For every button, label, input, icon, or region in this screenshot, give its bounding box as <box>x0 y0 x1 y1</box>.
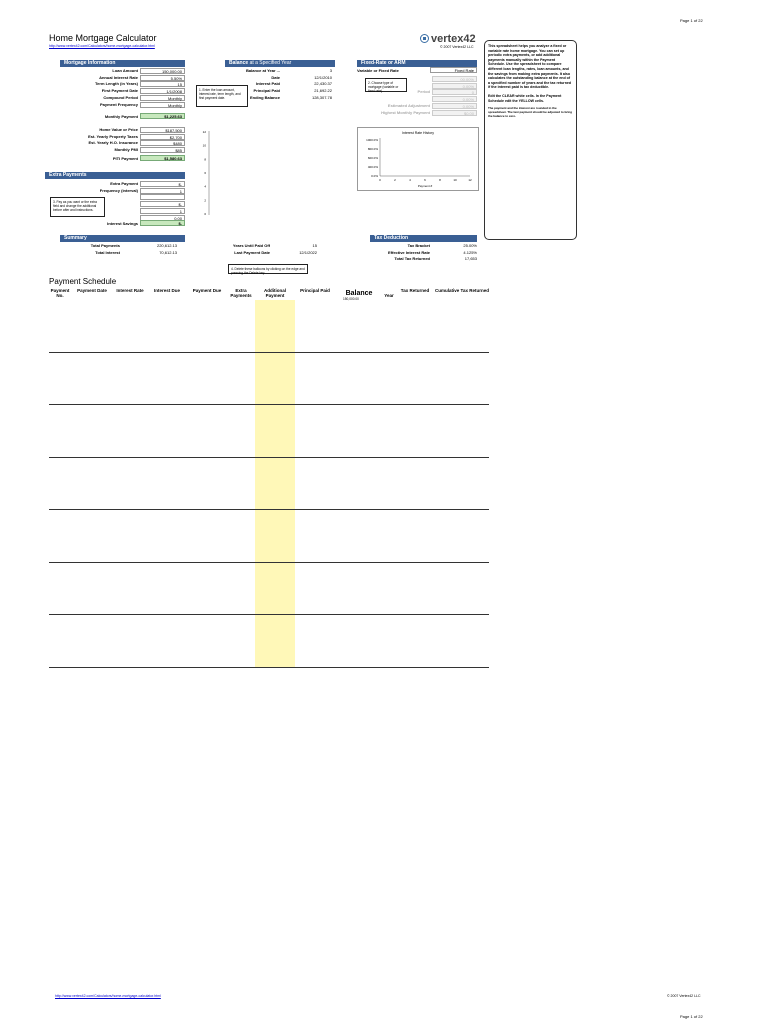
extra-payments-header: Extra Payments <box>45 172 185 179</box>
page-title: Home Mortgage Calculator <box>49 33 157 43</box>
summary-field-value: 220,612.13 <box>156 243 177 248</box>
payment-schedule-table <box>49 300 489 668</box>
schedule-header: Additional Payment <box>264 288 286 298</box>
summary-field-value: 70,612.13 <box>159 249 177 255</box>
mortgage-field-label: First Payment Date <box>101 88 138 94</box>
schedule-header: Year <box>384 293 394 298</box>
home-field-value[interactable]: $2,700 <box>140 134 185 140</box>
vertex42-logo <box>420 33 476 45</box>
interest-rate-xtick: 4 <box>409 178 411 182</box>
home-field-value[interactable]: $187,500 <box>140 127 185 133</box>
balance-header-suffix: at a Specified Year <box>249 60 292 66</box>
interest-rate-ytick: 1000.0% <box>366 138 378 142</box>
home-field-label: Monthly PMI <box>114 147 138 153</box>
interest-rate-ytick: 800.0% <box>367 147 378 151</box>
home-field-value[interactable]: $85 <box>140 147 185 153</box>
extra-field-value[interactable] <box>140 194 185 200</box>
interest-rate-xtick: 8 <box>439 178 441 182</box>
interest-savings-label: Interest Savings <box>107 221 138 226</box>
balance-field-value: 12/1/2010 <box>314 74 332 80</box>
interest-rate-chart-title: Interest Rate History <box>402 131 434 135</box>
extra-field-value[interactable]: 0.00 <box>140 215 185 221</box>
mortgage-field-label: Payment Frequency <box>99 101 138 107</box>
interest-rate-ytick: 400.0% <box>367 165 378 169</box>
interest-rate-xtick: 10 <box>453 178 457 182</box>
interest-rate-ytick: 0.0% <box>371 174 378 178</box>
home-field-label: Est. Yearly Property Taxes <box>88 133 138 139</box>
schedule-cell[interactable] <box>227 663 255 668</box>
interest-rate-xtick: 12 <box>468 178 472 182</box>
note-loan-balloon[interactable]: 1. Enter the loan amount, interest rate, term length, and first payment date. <box>196 85 248 107</box>
mortgage-info-header: Mortgage Information <box>60 60 185 67</box>
balance-field-value: 21,692.22 <box>314 88 332 94</box>
schedule-cell <box>113 663 147 668</box>
summary-field-label: Last Payment Date <box>234 249 270 255</box>
balance-chart-yticks <box>203 130 207 216</box>
summary-field-label: Total Interest <box>95 249 120 255</box>
balance-field-label: Principal Paid <box>253 88 280 94</box>
summary-field-label: Total Payments <box>90 243 120 248</box>
sidebar-paragraph-3: The payment and the interest are rounded in the spreadsheet. The last payment should be adjusted to bring the balance to zero. <box>488 106 573 118</box>
extra-field-label: Extra Payment <box>110 181 138 186</box>
interest-rate-xtick: 0 <box>379 178 381 182</box>
arm-field-label: Highest Monthly Payment <box>381 109 430 115</box>
schedule-header: Cumulative Tax Returned <box>435 288 489 293</box>
source-link-bottom[interactable]: http://www.vertex42.com/Calculators/home-mortgage-calculator.html <box>55 994 161 998</box>
note-arm-balloon[interactable]: 2. Choose type of mortgage (variable or fixed rate). <box>365 78 407 92</box>
home-field-label: Home Value or Price <box>99 127 138 132</box>
balance-field-value: 22,430.37 <box>314 81 332 87</box>
schedule-cell <box>395 663 435 668</box>
interest-rate-yticks <box>366 138 378 178</box>
balance-chart <box>195 127 345 221</box>
mortgage-field-value[interactable]: 5.50% <box>140 75 185 81</box>
balance-header-title: Balance <box>229 60 249 66</box>
mortgage-field-label: Term Length (in Years) <box>95 81 138 87</box>
balance-chart-ytick: 0 <box>204 212 206 216</box>
arm-field-value[interactable]: 0.00% <box>432 96 477 102</box>
arm-field-value[interactable]: 0.00% <box>432 103 477 109</box>
schedule-header: Payment Due <box>192 288 222 293</box>
initial-balance: 150,000.00 <box>343 297 359 301</box>
home-field-value[interactable]: $480 <box>140 140 185 146</box>
tax-field-label: Tax Bracket <box>407 243 430 248</box>
page-number-bottom: Page 1 of 22 <box>680 1014 703 1019</box>
interest-savings-value: $- <box>140 220 185 226</box>
arm-field-label: Period <box>417 89 430 95</box>
schedule-cell <box>383 663 395 668</box>
home-field-label: Est. Yearly H.O. Insurance <box>88 140 138 146</box>
balance-chart-ytick: 10 <box>202 143 206 148</box>
interest-rate-chart <box>357 127 479 191</box>
summary-field-value: 15 <box>312 243 317 248</box>
balance-field-label: Balance at Year ... <box>246 68 280 73</box>
schedule-cell <box>49 663 71 668</box>
balance-chart-ytick: 4 <box>204 184 206 189</box>
schedule-cell <box>71 663 113 668</box>
monthly-payment-label: Monthly Payment <box>104 114 138 119</box>
extra-field-value[interactable]: 1 <box>140 208 185 214</box>
logo-circle-icon <box>420 34 429 43</box>
mortgage-field-label: Annual Interest Rate <box>99 74 138 80</box>
schedule-header: Tax Returned <box>400 288 430 293</box>
balance-chart-ytick: 12 <box>202 130 206 134</box>
schedule-cell <box>295 663 335 668</box>
sidebar-paragraph-1: This spreadsheet helps you analyze a fixed or variable rate home mortgage. You can set up periodic extra payments, or add additional payments manually within the Payment Schedule. Use the spreadsheet to compare different loan lengths, rates, loan amounts, and the savings from making extra payments. It also calculates the outstanding balance at the end of a specified number of years and the tax returned if the interest paid is tax deductible. <box>488 44 572 90</box>
note-extra-balloon[interactable]: 3. Pay as you want or the extra field and change the additional before after and instructions. <box>50 197 105 217</box>
balance-header <box>225 60 335 67</box>
tax-field-label: Total Tax Returned <box>394 256 430 262</box>
summary-header: Summary <box>60 235 185 242</box>
source-link-top[interactable]: http://www.vertex42.com/Calculators/home-mortgage-calculator.html <box>49 44 155 48</box>
schedule-cell <box>435 663 489 668</box>
copyright-bottom: © 2007 Vertex42 LLC <box>667 994 701 998</box>
logo-text: vertex42 <box>431 33 476 45</box>
interest-rate-xtick: 2 <box>394 178 396 182</box>
schedule-row <box>49 663 489 668</box>
balance-field-value: 3 <box>329 68 332 73</box>
summary-field-value: 12/1/2022 <box>299 249 317 255</box>
piti-value: $1,580.63 <box>140 155 185 161</box>
summary-field-label: Years Until Paid Off <box>232 243 270 248</box>
variable-rate-label: Variable or Fixed Rate <box>357 68 399 73</box>
instructions-sidebar <box>484 40 577 240</box>
variable-rate-select[interactable]: Fixed Rate <box>430 67 477 73</box>
interest-rate-xticks <box>379 178 472 182</box>
schedule-header: Extra Payments <box>230 288 252 298</box>
tax-field-label: Effective Interest Rate <box>387 249 430 255</box>
copyright-top: © 2007 Vertex42 LLC <box>440 45 474 49</box>
interest-rate-xtick: 6 <box>424 178 426 182</box>
balance-chart-ytick: 8 <box>204 157 206 162</box>
schedule-cell <box>147 663 187 668</box>
mortgage-field-value[interactable]: 1/1/2008 <box>140 88 185 94</box>
balance-chart-ytick: 2 <box>204 198 206 203</box>
schedule-cell[interactable] <box>255 663 295 668</box>
balance-field-label: Date <box>271 74 280 80</box>
monthly-payment-value: $1,225.63 <box>140 113 185 119</box>
extra-field-value[interactable]: $- <box>140 181 185 187</box>
schedule-header: Interest Due <box>153 288 180 293</box>
arm-field-value[interactable]: 0 <box>432 89 477 95</box>
page-number-top: Page 1 of 22 <box>680 18 703 23</box>
schedule-header: Interest Rate <box>116 288 144 293</box>
interest-rate-chart-svg <box>358 128 478 190</box>
mortgage-field-label: Compound Period <box>103 94 138 100</box>
interest-rate-ytick: 600.0% <box>367 156 378 160</box>
extra-field-value[interactable]: $- <box>140 201 185 207</box>
tax-header: Tax Deduction <box>370 235 477 242</box>
tax-field-value: 4.125% <box>463 249 477 255</box>
schedule-header: Payment Date <box>77 288 107 293</box>
balance-chart-svg <box>195 127 345 221</box>
tax-field-value: 17,653 <box>464 256 477 262</box>
sidebar-paragraph-2: Edit the CLEAR white cells. In the Payment Schedule edit the YELLOW cells. <box>488 93 562 103</box>
mortgage-field-label: Loan Amount <box>112 68 138 73</box>
balance-field-label: Interest Paid <box>255 81 280 87</box>
piti-label: PITI Payment <box>112 156 138 161</box>
balance-field-value: 128,307.78 <box>311 94 332 100</box>
tax-field-value: 25.00% <box>463 243 477 248</box>
arm-header: Fixed-Rate or ARM <box>357 60 477 67</box>
mortgage-field-value[interactable]: Monthly <box>140 102 185 108</box>
mortgage-field-value[interactable]: Monthly <box>140 95 185 101</box>
payment-schedule-title: Payment Schedule <box>49 277 117 286</box>
mortgage-field-value[interactable]: 150,000.00 <box>140 68 185 74</box>
extra-field-value[interactable]: 1 <box>140 188 185 194</box>
mortgage-field-value[interactable]: 15 <box>140 81 185 87</box>
schedule-header: Payment No. <box>50 288 70 298</box>
arm-field-value[interactable]: 0.00% <box>432 83 477 89</box>
schedule-header: Balance <box>345 290 373 297</box>
schedule-cell <box>187 663 227 668</box>
schedule-cell <box>335 663 383 668</box>
arm-field-value[interactable]: $0.00 <box>432 110 477 116</box>
balance-field-label: Ending Balance <box>249 94 280 100</box>
arm-field-value[interactable]: 00.00% <box>432 76 477 82</box>
extra-field-label: Frequency (interval) <box>99 187 138 193</box>
interest-rate-xlabel: Payment # <box>417 184 433 188</box>
note-delete-balloon[interactable]: 4. Delete these balloons by clicking on the edge and pressing the Delete key. <box>228 264 308 274</box>
schedule-header: Principal Paid <box>300 288 330 293</box>
balance-chart-ytick: 6 <box>204 171 206 175</box>
arm-field-label: Estimated Adjustment <box>387 102 430 108</box>
